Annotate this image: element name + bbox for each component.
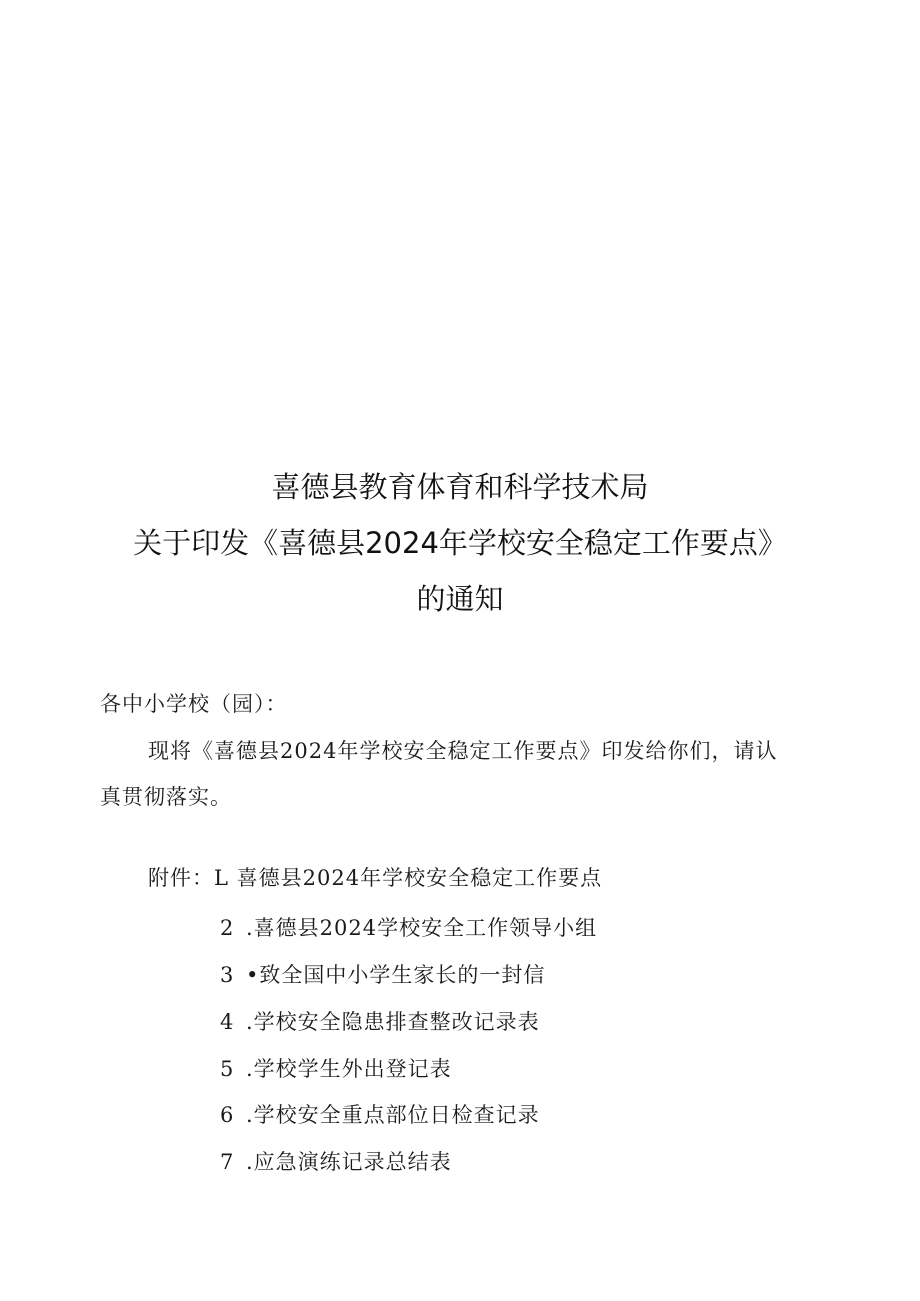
attachment-item-5 <box>220 1055 452 1083</box>
paragraph-line-2: 真贯彻落实。 <box>100 785 232 809</box>
attachment-text: 喜德县2024年学校安全稳定工作要点 <box>236 866 603 890</box>
attachment-item-7 <box>220 1148 452 1176</box>
attachment-item-2 <box>220 914 597 942</box>
salutation: 各中小学校（园）： <box>100 692 288 716</box>
attachment-number: 5 <box>220 1057 235 1081</box>
attachment-text: .喜德县2024学校安全工作领导小组 <box>246 916 598 940</box>
attachment-number: 2 <box>220 916 235 940</box>
attachment-number: 6 <box>220 1103 235 1127</box>
title-line-1: 喜德县教育体育和科学技术局 <box>271 470 649 504</box>
title-line-2: 关于印发《喜德县2024年学校安全稳定工作要点》 <box>133 526 787 560</box>
attachment-number: 3 <box>220 963 235 987</box>
attachment-item-4 <box>220 1008 540 1036</box>
attachment-item-3 <box>220 961 545 989</box>
title-line-3: 的通知 <box>416 582 504 616</box>
attachment-text: •致全国中小学生家长的一封信 <box>246 963 546 987</box>
attachment-item-6 <box>220 1101 540 1129</box>
paragraph-line-1: 现将《喜德县2024年学校安全稳定工作要点》印发给你们，请认 <box>148 739 778 763</box>
attachment-text: .应急演练记录总结表 <box>246 1150 452 1174</box>
attachment-number: 7 <box>220 1150 235 1174</box>
attachment-text: .学校安全重点部位日检查记录 <box>246 1103 540 1127</box>
attachments-label: 附件： <box>148 866 214 890</box>
attachment-number: L <box>214 866 229 890</box>
attachment-item-1 <box>148 864 602 892</box>
attachment-number: 4 <box>220 1010 235 1034</box>
attachment-text: .学校学生外出登记表 <box>246 1057 452 1081</box>
attachment-text: .学校安全隐患排查整改记录表 <box>246 1010 540 1034</box>
